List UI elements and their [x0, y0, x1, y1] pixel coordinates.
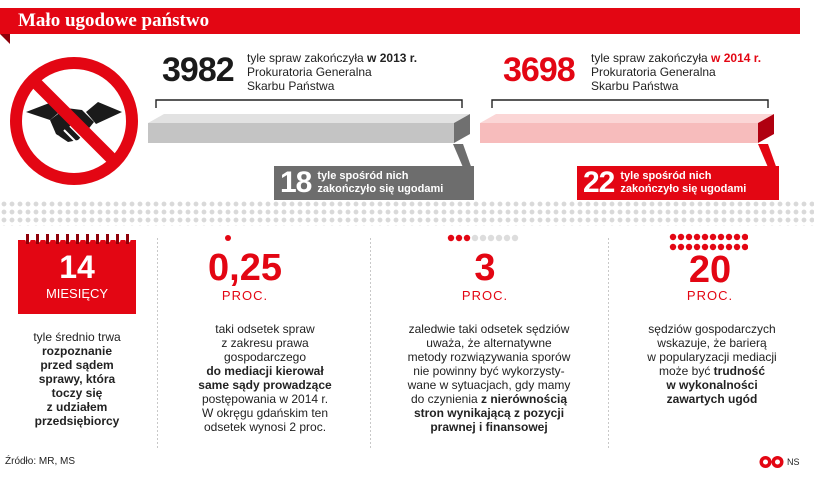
cases-2014-line3: Skarbu Państwa [591, 79, 679, 93]
stat-text-fragment: odsetek wynosi 2 proc. [203, 420, 327, 434]
stat-text-line [378, 420, 600, 434]
stat-text-line [170, 406, 360, 420]
cases-2013-line3: Skarbu Państwa [247, 79, 335, 93]
cases-2014-desc [591, 51, 761, 93]
stat-text-line [170, 336, 360, 350]
banner-fold [0, 34, 10, 44]
stat-text-line [378, 406, 600, 420]
stat-3-value: 3 [474, 247, 496, 289]
stat-text-fragment: taki odsetek spraw [215, 322, 315, 336]
stat-text-line [378, 364, 600, 378]
dot-indicator-icon [446, 232, 526, 244]
stat-4-unit: PROC. [686, 288, 734, 303]
cases-2014-line2: Prokuratoria Generalna [591, 65, 716, 79]
stat-text-line [170, 378, 360, 392]
stat-text-line [170, 420, 360, 434]
publisher-logo-icon [759, 455, 785, 469]
stat-text-fragment: sędziów gospodarczych [648, 322, 776, 336]
stat-3-text [378, 322, 600, 434]
stat-text-fragment: może być [658, 364, 714, 378]
stat-text-line [12, 386, 142, 400]
stat-text-fragment: toczy się [51, 386, 103, 400]
stat-text-fragment: sprawy, która [38, 372, 116, 386]
column-separator [608, 238, 609, 448]
stat-text-fragment: zawartych ugód [666, 392, 758, 406]
stat-text-line [170, 322, 360, 336]
stat-text-line [12, 330, 142, 344]
stat-text-fragment: gospodarczego [223, 350, 307, 364]
stat-text-fragment: prawnej i finansowej [430, 420, 548, 434]
stat-text-line [378, 322, 600, 336]
settled-2013-line2: zakończyło się ugodami [317, 183, 444, 195]
stat-text-line [378, 350, 600, 364]
stat-text-fragment: same sądy prowadzące [198, 378, 332, 392]
stat-3-unit: PROC. [461, 288, 509, 303]
stat-text-fragment: w popularyzacji mediacji [647, 350, 777, 364]
stat-text-fragment: z udziałem [46, 400, 108, 414]
stat-1-text [12, 330, 142, 428]
stat-text-fragment: nie powinny być wykorzysty- [413, 364, 565, 378]
stat-text-fragment: z zakresu prawa [221, 336, 309, 350]
column-separator [157, 238, 158, 448]
stat-text-line [624, 364, 800, 378]
stat-text-line [624, 336, 800, 350]
stat-text-emphasis: z nierównością [481, 392, 568, 406]
stat-text-line [378, 392, 600, 406]
stat-text-line [378, 336, 600, 350]
cases-2013-bar [148, 92, 478, 152]
settled-2013-number: 18 [280, 166, 312, 199]
cases-2013-line2: Prokuratoria Generalna [247, 65, 372, 79]
stat-text-fragment: tyle średnio trwa [33, 330, 121, 344]
stat-text-emphasis: trudność [713, 364, 766, 378]
stat-text-fragment: zaledwie taki odsetek sędziów [408, 322, 570, 336]
stat-text-fragment: uważa, że alternatywne [426, 336, 552, 350]
stat-text-fragment: W okręgu gdańskim ten [201, 406, 329, 420]
page-title: Mało ugodowe państwo [18, 10, 210, 31]
stat-text-fragment: do czynienia [410, 392, 481, 406]
stat-text-line [624, 350, 800, 364]
settled-2014-badge [577, 166, 779, 200]
stat-text-fragment: wane w sytuacjach, gdy mamy [407, 378, 571, 392]
stat-1-unit: MIESIĘCY [45, 286, 109, 301]
stat-text-fragment: rozpoznanie [41, 344, 112, 358]
dotted-divider [0, 200, 814, 226]
cases-2013-year: w 2013 r. [367, 51, 418, 65]
stat-text-line [624, 378, 800, 392]
dot-indicator-icon [224, 234, 234, 244]
stat-text-line [12, 358, 142, 372]
stat-text-fragment: do mediacji kierował [206, 364, 324, 378]
settled-2014-number: 22 [583, 166, 615, 199]
stat-text-line [12, 414, 142, 428]
stat-text-line [12, 372, 142, 386]
cases-2014-line1: tyle spraw zakończyła [591, 51, 712, 65]
cases-2013-desc [247, 51, 417, 93]
stat-4-value: 20 [688, 249, 732, 291]
stat-text-line [12, 400, 142, 414]
stat-text-fragment: metody rozwiązywania sporów [407, 350, 571, 364]
cases-2014-year: w 2014 r. [711, 51, 762, 65]
column-separator [370, 238, 371, 448]
stat-4-text [624, 322, 800, 406]
cases-2014-bar [478, 92, 778, 152]
stat-text-line [378, 378, 600, 392]
stat-text-line [12, 344, 142, 358]
stat-text-line [170, 350, 360, 364]
settled-2014-line2: zakończyło się ugodami [620, 183, 747, 195]
no-handshake-icon [6, 50, 142, 192]
source-note: Źródło: MR, MS [5, 456, 76, 467]
stat-2-unit: PROC. [221, 288, 269, 303]
stat-text-fragment: postępowania w 2014 r. [201, 392, 329, 406]
settled-2014-text [620, 170, 746, 196]
cases-2013-line1: tyle spraw zakończyła [247, 51, 368, 65]
author-credit: NS [787, 457, 800, 467]
stat-text-line [170, 364, 360, 378]
stat-1-value: 14 [59, 249, 95, 285]
stat-text-fragment: stron wynikającą z pozycji [413, 406, 565, 420]
settled-2013-line1: tyle spośród nich [317, 170, 409, 182]
stat-text-fragment: przedsiębiorcy [34, 414, 120, 428]
stat-text-fragment: w wykonalności [666, 378, 758, 392]
stat-2-value: 0,25 [208, 247, 282, 289]
cases-2014-number: 3698 [503, 51, 575, 89]
settled-2013-text [317, 170, 443, 196]
stat-text-fragment: przed sądem [40, 358, 114, 372]
stat-text-line [624, 392, 800, 406]
stat-text-line [624, 322, 800, 336]
stat-2-text [170, 322, 360, 434]
settled-2013-badge [274, 166, 474, 200]
cases-2013-number: 3982 [162, 51, 234, 89]
stat-text-line [170, 392, 360, 406]
settled-2014-line1: tyle spośród nich [620, 170, 712, 182]
stat-text-fragment: wskazuje, że barierą [657, 336, 767, 350]
